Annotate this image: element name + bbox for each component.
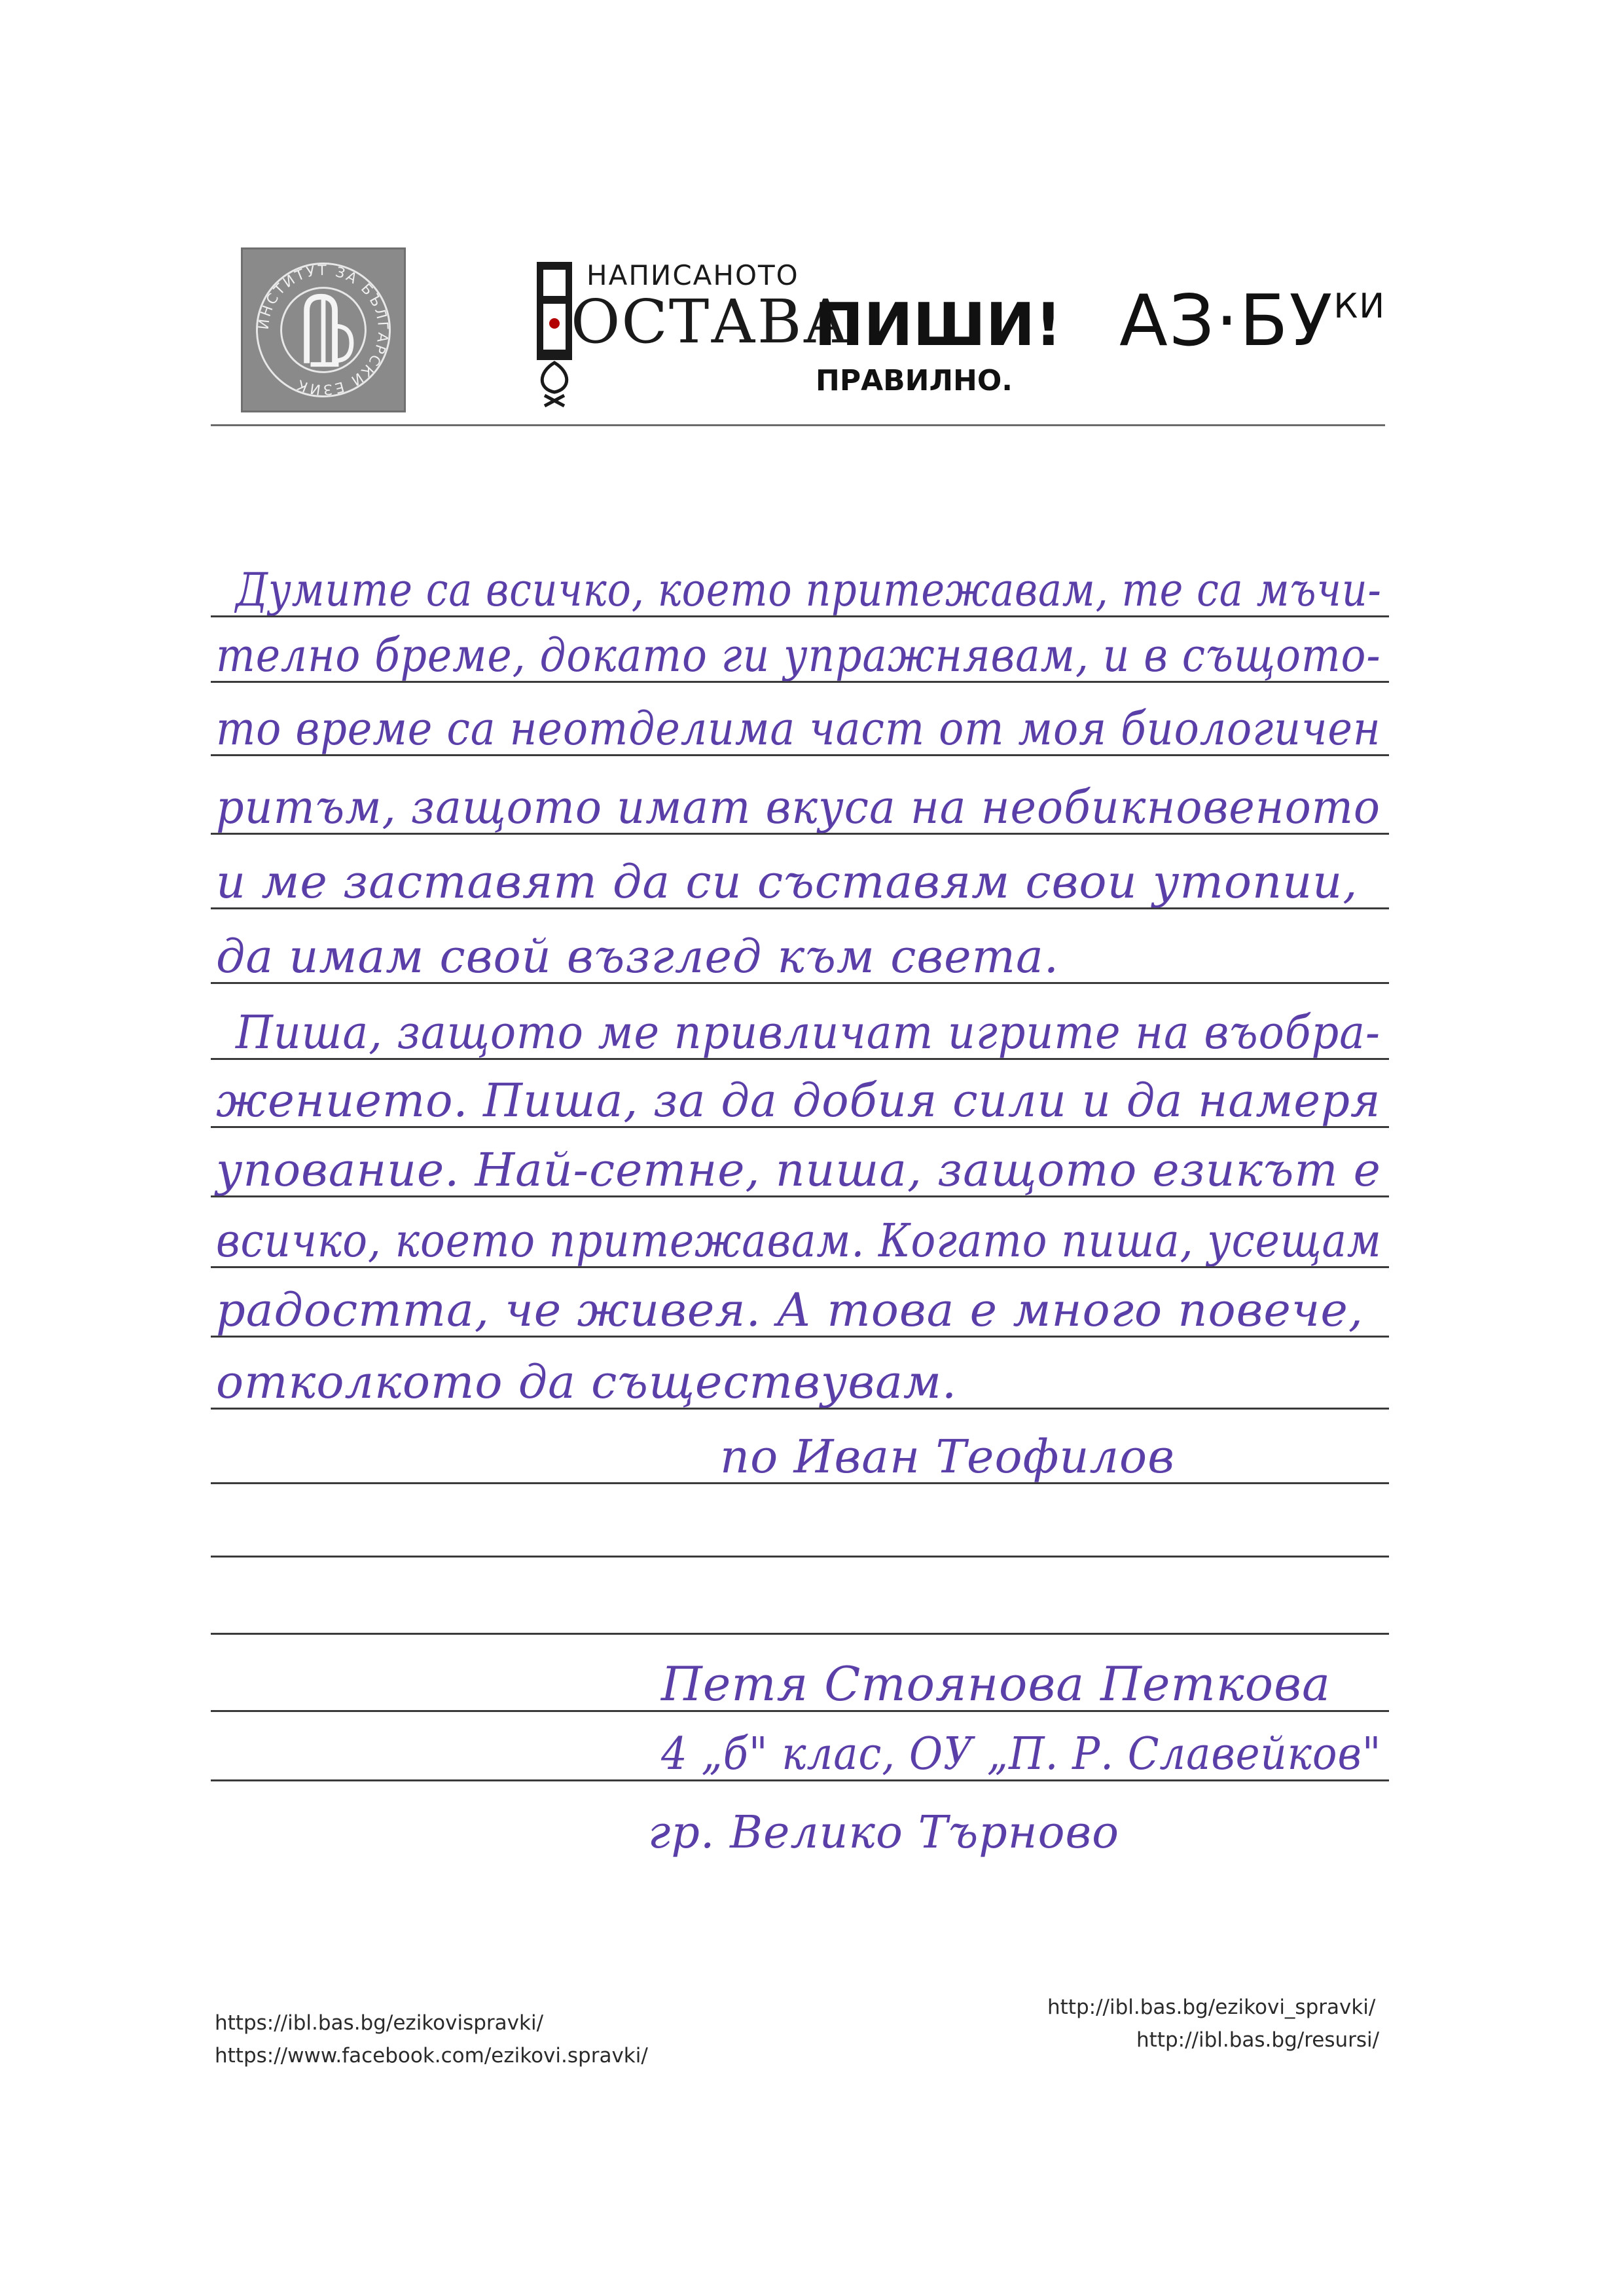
footer-link-resursi[interactable]: http://ibl.bas.bg/resursi/	[1136, 2028, 1380, 2052]
ibl-logo-ring-text: ИНСТИТУТ ЗА БЪЛГАРСКИ ЕЗИК	[255, 263, 391, 398]
body-line-6: да имам свой възглед към света.	[216, 930, 1059, 983]
body-line-11: радостта, че живея. А това е много повече,	[216, 1283, 1364, 1337]
body-line-1: Думите са всичко, което притежавам, те са мъчи-	[236, 563, 1382, 617]
body-line-3: то време са неотделима част от моя биологичен	[216, 702, 1381, 756]
pishi-text: ПИШИ!	[814, 291, 1062, 359]
header-divider	[211, 424, 1385, 426]
signature-class: 4 „б" клас, ОУ „П. Р. Славейков"	[661, 1728, 1382, 1780]
signature-name: Петя Стоянова Петкова	[661, 1656, 1331, 1711]
ruled-line	[211, 1556, 1389, 1558]
body-line-12: отколкото да съществувам.	[216, 1355, 958, 1409]
ibl-logo	[241, 247, 406, 412]
body-line-7: Пиша, защото ме привличат игрите на въобра-	[236, 1006, 1380, 1059]
attribution: по Иван Теофилов	[720, 1430, 1175, 1484]
body-line-4: ритъм, защото имат вкуса на необикновеното	[216, 780, 1381, 834]
footer-link-ezikovi-spravki[interactable]: http://ibl.bas.bg/ezikovi_spravki/	[1047, 1995, 1376, 2019]
body-line-5: и ме заставят да си съставям свои утопии,	[216, 855, 1358, 909]
pravilno-text: ПРАВИЛНО.	[816, 364, 1013, 397]
azbuki-logo	[1119, 280, 1386, 362]
azbuki-main: АЗ·БУ	[1119, 280, 1334, 362]
footer-link-facebook[interactable]: https://www.facebook.com/ezikovi.spravki/	[215, 2044, 648, 2068]
napisanoto-text: НАПИСАНОТО	[586, 259, 799, 291]
body-line-10: всичко, което притежавам. Когато пиша, усещам	[216, 1214, 1382, 1267]
napisanoto-ostava-logo	[532, 254, 1062, 418]
body-line-8: жението. Пиша, за да добия сили и да намеря	[216, 1074, 1381, 1127]
footer-link-ezikovispravki[interactable]: https://ibl.bas.bg/ezikovispravki/	[215, 2011, 544, 2035]
ostava-text: ОСТАВА	[571, 287, 850, 357]
azbuki-sup: КИ	[1333, 287, 1386, 326]
body-line-2: телно бреме, докато ги упражнявам, и в същото-	[216, 629, 1381, 682]
signature-city: гр. Велико Търново	[648, 1807, 1120, 1859]
body-line-9: упование. Най-сетне, пиша, защото езикът е	[216, 1143, 1381, 1197]
ibl-emblem-icon	[243, 249, 404, 410]
ruled-line	[211, 1633, 1389, 1635]
